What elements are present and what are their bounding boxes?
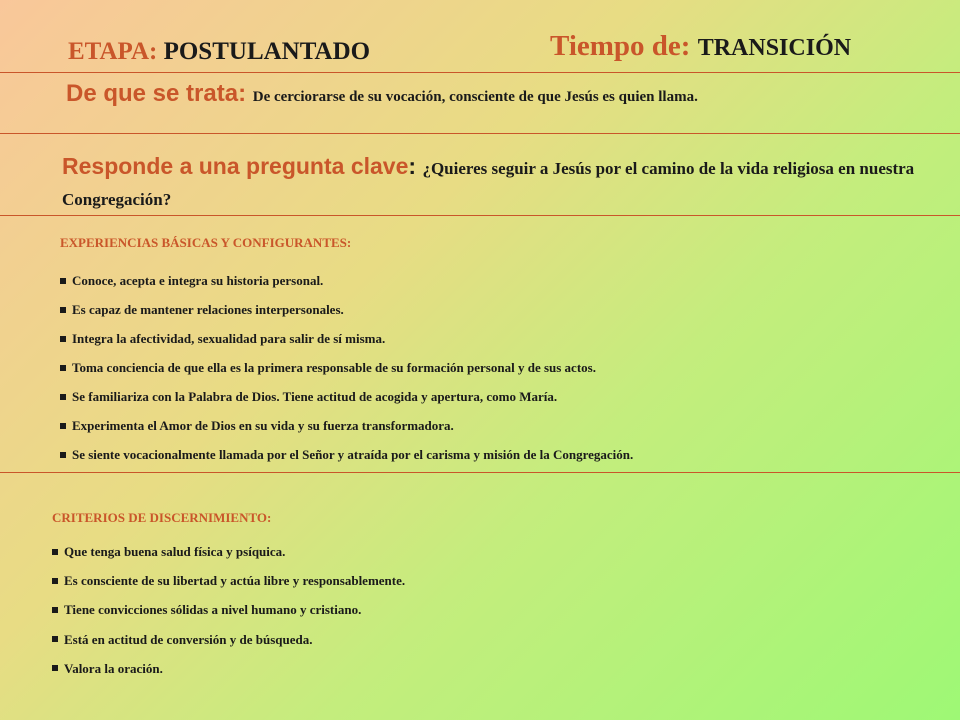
etapa-heading bbox=[68, 38, 370, 66]
list-item bbox=[52, 537, 405, 566]
etapa-value: POSTULANTADO bbox=[163, 38, 371, 65]
bullet-icon bbox=[52, 549, 58, 555]
divider-1 bbox=[0, 72, 960, 73]
list-item bbox=[60, 382, 633, 411]
divider-2 bbox=[0, 133, 960, 134]
trata-label: De que se trata: bbox=[66, 80, 253, 107]
pregunta-block bbox=[62, 152, 952, 214]
list-item-text: Está en actitud de conversión y de búsqueda. bbox=[64, 631, 313, 647]
tiempo-label: Tiempo de: bbox=[550, 30, 698, 62]
divider-4 bbox=[0, 472, 960, 473]
list-item-text: Valora la oración. bbox=[64, 660, 163, 676]
bullet-icon bbox=[60, 394, 66, 400]
bullet-icon bbox=[52, 607, 58, 613]
bullet-icon bbox=[60, 336, 66, 342]
list-item bbox=[60, 411, 633, 440]
divider-3 bbox=[0, 215, 960, 216]
tiempo-value: TRANSICIÓN bbox=[697, 35, 852, 61]
bullet-icon bbox=[60, 278, 66, 284]
list-item-text: Tiene convicciones sólidas a nivel humano y cristiano. bbox=[64, 602, 362, 618]
trata-line bbox=[66, 80, 698, 108]
bullet-icon bbox=[52, 636, 58, 642]
list-item-text: Integra la afectividad, sexualidad para salir de sí misma. bbox=[72, 331, 386, 346]
bullet-icon bbox=[60, 452, 66, 458]
list-item-text: Es capaz de mantener relaciones interpersonales. bbox=[72, 302, 344, 317]
experiencias-list bbox=[60, 266, 633, 469]
list-item bbox=[52, 566, 405, 595]
list-item-text: Que tenga buena salud física y psíquica. bbox=[64, 544, 286, 560]
pregunta-value: ¿Quieres seguir a Jesús por el camino de la vida religiosa en nuestra Congregación? bbox=[62, 159, 915, 209]
list-item-text: Es consciente de su libertad y actúa libre y responsablemente. bbox=[64, 573, 406, 589]
list-item bbox=[60, 440, 633, 469]
list-item-text: Experimenta el Amor de Dios en su vida y su fuerza transformadora. bbox=[72, 418, 454, 433]
list-item bbox=[52, 625, 405, 654]
list-item-text: Conoce, acepta e integra su historia personal. bbox=[72, 273, 324, 288]
bullet-icon bbox=[52, 665, 58, 671]
list-item bbox=[60, 353, 633, 382]
list-item bbox=[52, 654, 405, 683]
tiempo-heading bbox=[550, 30, 851, 63]
bullet-icon bbox=[60, 307, 66, 313]
list-item-text: Se familiariza con la Palabra de Dios. Tiene actitud de acogida y apertura, como María. bbox=[72, 389, 558, 404]
bullet-icon bbox=[60, 423, 66, 429]
criterios-list bbox=[52, 537, 405, 683]
bullet-icon bbox=[60, 365, 66, 371]
bullet-icon bbox=[52, 578, 58, 584]
list-item-text: Se siente vocacionalmente llamada por el Señor y atraída por el carisma y misión de la Congregación. bbox=[72, 447, 634, 462]
list-item bbox=[52, 595, 405, 624]
criterios-title: CRITERIOS DE DISCERNIMIENTO: bbox=[52, 510, 272, 525]
pregunta-colon: : bbox=[408, 153, 423, 179]
trata-value: De cerciorarse de su vocación, consciente de que Jesús es quien llama. bbox=[252, 89, 698, 105]
list-item-text: Toma conciencia de que ella es la primera responsable de su formación personal y de sus actos. bbox=[72, 360, 596, 375]
pregunta-label: Responde a una pregunta clave bbox=[62, 153, 409, 179]
list-item bbox=[60, 266, 633, 295]
list-item bbox=[60, 295, 633, 324]
etapa-label: ETAPA: bbox=[68, 38, 164, 65]
list-item bbox=[60, 324, 633, 353]
experiencias-title: EXPERIENCIAS BÁSICAS Y CONFIGURANTES: bbox=[60, 235, 352, 250]
